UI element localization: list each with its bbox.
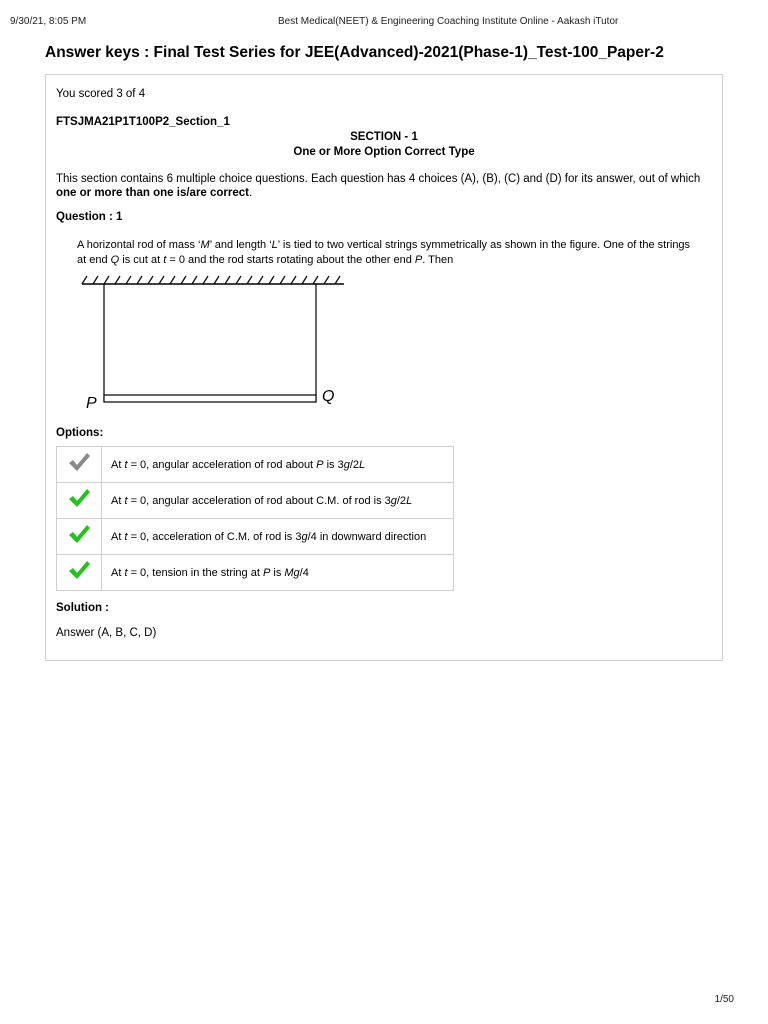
check-icon: [67, 487, 91, 509]
option-row: [57, 519, 454, 555]
check-icon: [67, 559, 91, 581]
rod-figure: [76, 275, 356, 415]
instructions-end: .: [249, 187, 253, 199]
print-header: [10, 16, 758, 30]
section-type: One or More Option Correct Type: [293, 146, 475, 158]
option-text: At t = 0, tension in the string at P is Mg/4: [102, 555, 454, 591]
section-heading: SECTION - 1: [350, 131, 418, 143]
print-site-title: Best Medical(NEET) & Engineering Coaching Institute Online - Aakash iTutor: [278, 16, 619, 27]
solution-label: Solution :: [56, 602, 110, 614]
page-number: 1/50: [714, 994, 734, 1005]
check-icon: [67, 451, 91, 473]
instructions-text: This section contains 6 multiple choice questions. Each question has 4 choices (A), (B), (C) and (D) for its answer, out of which: [56, 173, 701, 185]
answer-key-card: [45, 74, 723, 661]
option-mark: [57, 447, 102, 483]
instructions-bold: one or more than one is/are correct: [56, 187, 250, 199]
option-text: At t = 0, acceleration of C.M. of rod is 3g/4 in downward direction: [102, 519, 454, 555]
option-row: [57, 447, 454, 483]
option-row: [57, 555, 454, 591]
option-mark: [57, 519, 102, 555]
ceiling: [82, 276, 344, 284]
score-text: You scored 3 of 4: [56, 88, 146, 100]
option-text: At t = 0, angular acceleration of rod about C.M. of rod is 3g/2L: [102, 483, 454, 519]
option-mark: [57, 555, 102, 591]
label-q: Q: [322, 388, 335, 405]
option-mark: [57, 483, 102, 519]
print-date: 9/30/21, 8:05 PM: [10, 16, 87, 27]
label-p: P: [86, 395, 97, 412]
options-table: [56, 446, 454, 591]
section-code: FTSJMA21P1T100P2_Section_1: [56, 116, 230, 128]
page-title: Answer keys : Final Test Series for JEE(Advanced)-2021(Phase-1)_Test-100_Paper-2: [45, 44, 664, 61]
rod: [104, 395, 316, 402]
question-label: Question : 1: [56, 211, 123, 223]
option-text: At t = 0, angular acceleration of rod about P is 3g/2L: [102, 447, 454, 483]
section-instructions: [56, 172, 716, 200]
options-label: Options:: [56, 427, 104, 439]
option-row: [57, 483, 454, 519]
question-text: A horizontal rod of mass ‘M’ and length ‘L’ is tied to two vertical strings symmetrically as shown in the figure. One of the strings at end Q is cut at t = 0 and the rod starts rotating about the other end P. Then: [77, 239, 691, 266]
answer-text: Answer (A, B, C, D): [56, 627, 157, 639]
check-icon: [67, 523, 91, 545]
